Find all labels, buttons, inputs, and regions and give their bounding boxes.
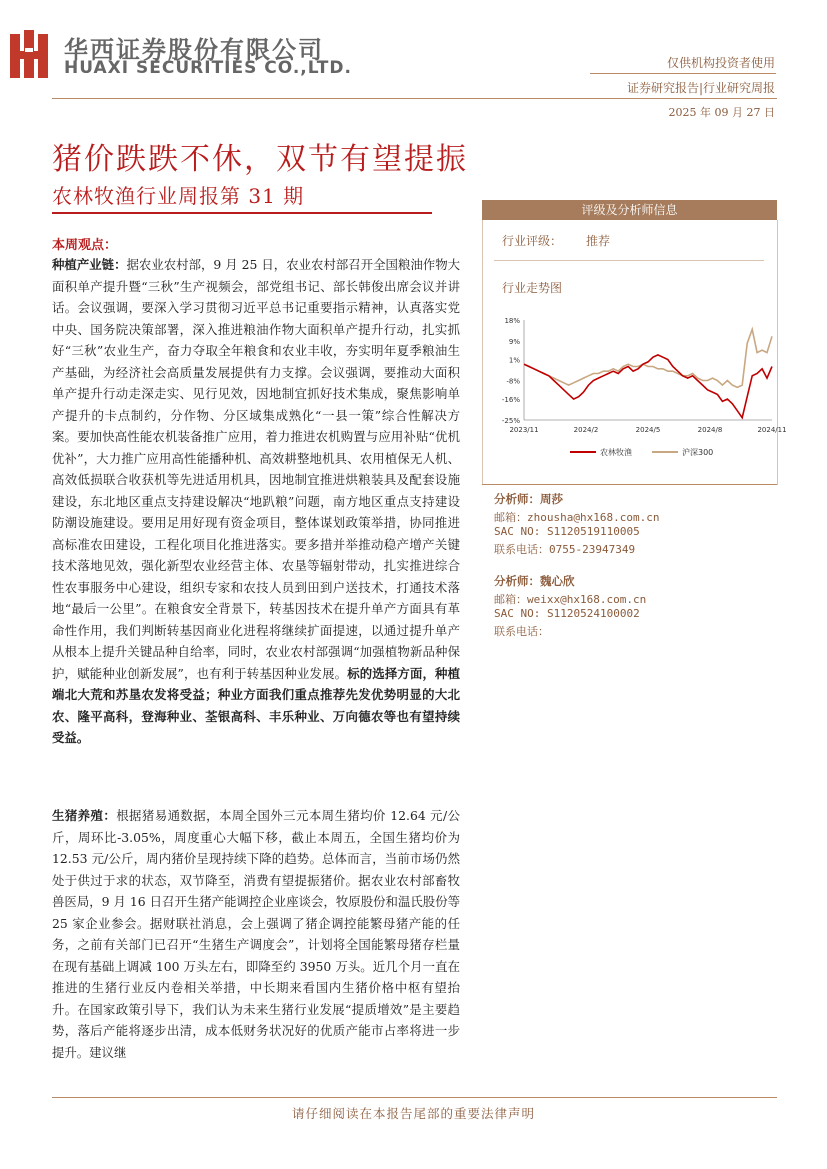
audience-note: 仅供机构投资者使用 <box>666 56 775 70</box>
hog-label: 生猪养殖： <box>52 808 117 823</box>
analyst-2-name: 分析师：魏心欣 <box>494 574 575 588</box>
industry-trend-chart <box>490 312 787 462</box>
hog-text: 根据猪易通数据，本周全国外三元本周生猪均价 12.64 元/公斤，周环比-3.05%，周度重心大幅下移，截止本周五，全国生猪均价为 12.53 元/公斤，周内猪价呈现持续下降的趋势。总体而言，当前市场仍然处于供过于求的状态，双节降至，消费有望提振猪价。据农业农村部畜牧兽医局，9 月 16 日召开生猪产能调控企业座谈会，牧原股份和温氏股份等 25 家企业参会。据财联社消息，会上强调了猪企调控能繁母猪产能的任务，之前有关部门已召开“生猪生产调度会”，计划将全国能繁母猪存栏量在现有基础上调减 100 万头左右，即降至约 3950 万头。近几个月一直在推进的生猪行业反内卷相关举措，中长期来看国内生猪价格中枢有望抬升。在国家政策引导下，我们认为未来生猪行业发展“提质增效”是主要趋势，落后产能将逐步出清，成本低财务状况好的优质产能市占率将进一步提升。建议继 <box>52 808 461 1060</box>
trend-label: 行业走势图 <box>502 281 563 295</box>
x-tick-label: 2024/11 <box>757 426 787 434</box>
x-tick-label: 2023/11 <box>509 426 539 434</box>
report-date: 2025 年 09 月 27 日 <box>668 106 775 119</box>
y-tick-label: 9% <box>508 337 520 346</box>
legend-label: 农林牧渔 <box>600 448 632 457</box>
analyst-2-phone: 联系电话： <box>494 625 549 638</box>
analyst-1-name: 分析师：周莎 <box>494 492 563 506</box>
crop-label: 种植产业链： <box>52 257 127 272</box>
company-name-cn: 华西证券股份有限公司 <box>64 36 324 64</box>
y-tick-label: 1% <box>508 356 520 365</box>
legend-label: 沪深300 <box>682 448 714 457</box>
x-tick-label: 2024/5 <box>635 426 661 434</box>
report-title: 猪价跌跌不休，双节有望提振 <box>52 142 468 177</box>
section-heading: 本周观点： <box>52 238 118 253</box>
crop-conclusion: 标的选择方面，种植端北大荒和苏垦农发将受益；种业方面我们重点推荐先发优势明显的大北农、隆平高科，登海种业、荃银高科、丰乐种业、万向德农等也有望持续受益。 <box>52 665 460 745</box>
header-rule <box>52 98 777 99</box>
y-tick-label: -8% <box>506 377 520 386</box>
y-tick-label: -16% <box>501 396 520 405</box>
rating-label: 行业评级： <box>502 234 563 248</box>
rating-value: 推荐 <box>586 234 611 248</box>
report-type: 证券研究报告|行业研究周报 <box>626 81 775 95</box>
hog-paragraph <box>52 805 460 1063</box>
rating-divider <box>494 260 764 261</box>
company-logo-icon <box>10 30 52 78</box>
crop-text: 据农业农村部，9 月 25 日，农业农村部召开全国粮油作物大面积单产提升暨“三秋”生产视频会，部党组书记、部长韩俊出席会议并讲话。会议强调，要深入学习贯彻习近平总书记重要指示精神，认真落实党中央、国务院决策部署，深入推进粮油作物大面积单产提升行动，扎实抓好“三秋”农业生产，奋力夺取全年粮食和农业丰收，夯实明年夏季粮油生产基础，为经济社会高质量发展提供有力支撑。会议强调，要推动大面积单产提升行动走深走实、见行见效，因地制宜抓好技术集成，聚焦影响单产提升的卡点制约，分作物、分区域集成熟化“一县一策”综合性解决方案。要加快高性能农机装备推广应用，着力推进农机购置与应用补贴“优机优补”，大力推广应用高性能播种机、高效耕整地机具、农用植保无人机、高效低损联合收获机等先进适用机具，因地制宜推进烘粮装具及配套设施建设，东北地区重点支持建设解决“地趴粮”问题，南方地区重点支持建设防潮设施建设。要用足用好现有资金项目，整体谋划政策举措，协同推进高标准农田建设，工程化项目化推进落实。要多措并举推动稳产增产关键技术落地见效，强化新型农业经营主体、农垦等辐射带动，扎实推进综合性农事服务中心建设，组织专家和农技人员到田到户送技术，打通技术落地“最后一公里”。在粮食安全背景下，转基因技术在提升单产方面具有革命性作用，我们判断转基因商业化进程将继续扩面提速，以通过提升单产从根本上提升关键品种自给率，同时，农业农村部强调“加强植物新品种保护，赋能种业创新发展”，也有利于转基因种业发展。 <box>52 257 461 681</box>
report-subtitle: 农林牧渔行业周报第 31 期 <box>52 184 305 208</box>
analyst-2-email[interactable]: 邮箱：weixx@hx168.com.cn <box>494 593 647 606</box>
y-tick-label: -25% <box>501 417 520 425</box>
company-name-en: HUAXI SECURITIES CO.,LTD. <box>64 58 352 78</box>
rating-box-title: 评级及分析师信息 <box>482 200 777 220</box>
analyst-1-sac: SAC NO: S1120519110005 <box>494 525 640 538</box>
analyst-1-email[interactable]: 邮箱：zhousha@hx168.com.cn <box>494 511 660 524</box>
analyst-1-phone: 联系电话：0755-23947349 <box>494 543 636 556</box>
crop-paragraph <box>52 254 460 749</box>
analyst-2-sac: SAC NO: S1120524100002 <box>494 607 640 620</box>
series-line-hs300 <box>524 329 772 387</box>
header-divider <box>590 73 776 74</box>
sidebar-rule <box>482 484 777 485</box>
x-tick-label: 2024/2 <box>573 426 599 434</box>
y-tick-label: 18% <box>504 317 520 325</box>
legal-notice: 请仔细阅读在本报告尾部的重要法律声明 <box>291 1106 535 1121</box>
footer-rule <box>52 1097 777 1098</box>
title-rule <box>52 212 432 214</box>
x-tick-label: 2024/8 <box>697 426 723 434</box>
